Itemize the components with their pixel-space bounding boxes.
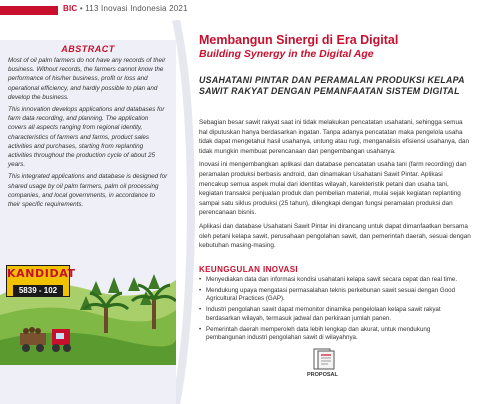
document-icon[interactable] <box>311 348 337 370</box>
abstract-title: ABSTRACT <box>61 44 115 54</box>
description-body <box>199 118 471 255</box>
innovation-title: USAHATANI PINTAR DAN PERAMALAN PRODUKSI KELAPA SAWIT RAKYAT DENGAN PEMANFAATAN SISTEM DIGITAL <box>199 75 465 96</box>
features-list <box>199 276 471 345</box>
page-subtitle: Building Synergy in the Digital Age <box>199 48 374 60</box>
proposal-label[interactable]: PROPOSAL <box>307 372 338 378</box>
candidate-badge <box>6 265 76 297</box>
page-title: Membangun Sinergi di Era Digital <box>199 33 399 47</box>
page-header <box>0 0 480 20</box>
description-paragraph: Aplikasi dan database Usahatani Sawit Pintar ini dirancang untuk dapat dimanfaatkan bersama oleh petani kelapa sawit, perusahaan pengolahan sawit, dan pemerintah daerah, sesuai dengan kebutuhan masing-masing. <box>199 222 471 250</box>
description-paragraph: Sebagian besar sawit rakyat saat ini tidak melakukan pencatatan usahatani, sehingga semua hal diputuskan hanya berdasarkan ingatan. Tanpa adanya pencatatan maka pengelola usaha tidak dapat mengetahui hasil usahanya, untung atau rugi, menganalisis efisiensi usahanya, dan tidak mungkin membuat perencanaan dan pengembangan usahanya. <box>199 119 470 155</box>
feature-item: • Pemerintah daerah memperoleh data lebih lengkap dan akurat, untuk mendukung pembangunan industri pengolahan sawit di wilayahnya. <box>199 326 471 343</box>
header-tag: BIC <box>63 4 78 13</box>
header-caption: • 113 Inovasi Indonesia 2021 <box>79 4 188 13</box>
feature-item: • Mendukung upaya mengatasi permasalahan teknis perkebunan sawit sesuai dengan Good Agricultural Practices (GAP). <box>199 287 471 304</box>
header-text <box>63 4 188 13</box>
badge-label: KANDIDAT <box>7 267 76 280</box>
abstract-body <box>8 56 168 212</box>
badge-number: 5839 - 102 <box>13 285 63 296</box>
abstract-paragraph: This integrated applications and database is designed for shared usage by oil palm farmers, palm oil processing companies, and local governments, in accordance to their specific requirements. <box>8 173 168 209</box>
feature-item: • Industri pengolahan sawit dapat memonitor dinamika pengelolaan kelapa sawit rakyat berdasarkan wilayah, termasuk jadwal dan perkiraan jumlah panen. <box>199 306 471 323</box>
features-heading: KEUNGGULAN INOVASI <box>199 265 299 274</box>
abstract-paragraph: This innovation develops applications and databases for farm data recording, and planning. The application covers all aspects ranging from regional identity, characteristics of farmers and farms, product sales activities and purchases, starting from replanting activities throughout the production cycle of about 25 years. <box>8 106 165 169</box>
header-accent-bar <box>0 6 58 15</box>
feature-item: • Menyediakan data dan informasi kondisi usahatani kelapa sawit secara cepat dan real time. <box>199 276 471 285</box>
abstract-paragraph: Most of oil palm farmers do not have any records of their business. Without records, the farmers cannot know the performance of his/her business, profit or loss and operational efficiency, and hardly possible to plan and develop the business. <box>8 57 166 101</box>
description-paragraph: Inovasi ini mengembangkan aplikasi dan database pencatatan usaha tani (farm recording) dan peramalan produksi berbasis android, dan dinamakan Usahatani Sawit Pintar. Aplikasi mencakup semua aspek mulai dari identitas wilayah, karekteristik petani dan usaha tani, kegiatan transaksi penjualan produk dan pembelian material, mulai sejak kegiatan replanting sampai satu siklus produksi (25 tahun), dilengkapi dengan fungsi peramalan produksi dan perencanaan bisnis. <box>199 161 467 217</box>
